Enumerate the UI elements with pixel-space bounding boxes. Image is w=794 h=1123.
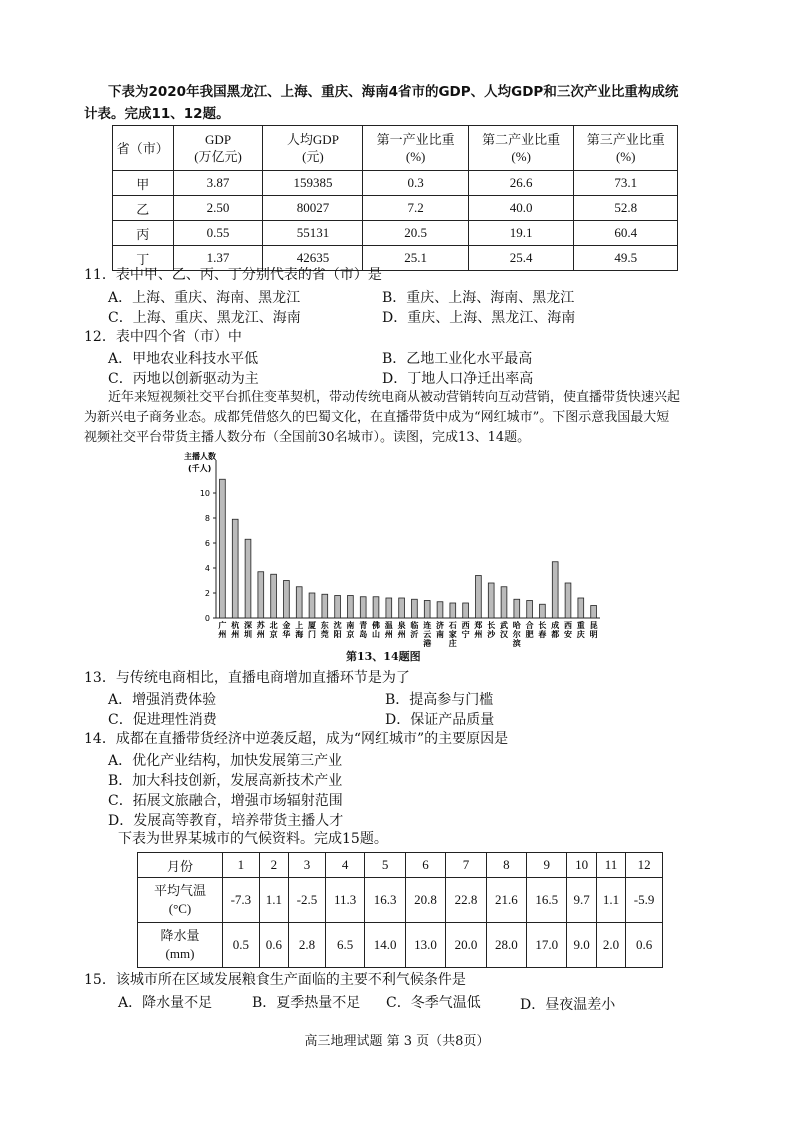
q13-option-a: A．增强消费体验 (108, 692, 217, 708)
intro-text-2c: 视频社交平台带货主播人数分布（全国前30名城市）。读图，完成13、14题。 (84, 430, 531, 445)
bar (220, 479, 226, 618)
question-11-stem: 11．表中甲、乙、丙、丁分别代表的省（市）是 (84, 267, 382, 283)
month-label: 月份 (138, 853, 223, 878)
x-tick-label: 莞 (320, 630, 329, 639)
bar (360, 597, 366, 618)
x-tick-label: 都 (551, 630, 560, 639)
x-tick-label: 东 (320, 621, 329, 630)
q13-option-c: C．促进理性消费 (108, 712, 217, 728)
x-tick-label: 汉 (500, 630, 508, 639)
gdp-table (112, 125, 678, 271)
bar (322, 594, 328, 618)
bar (527, 601, 533, 619)
x-tick-label: 连 (423, 621, 432, 630)
bar (258, 572, 264, 618)
q14-option-d: D．发展高等教育，培养带货主播人才 (108, 813, 344, 829)
y-tick-label: 6 (204, 539, 210, 548)
x-tick-label: 武 (500, 621, 508, 630)
x-tick-label: 明 (589, 630, 598, 639)
x-tick-label: 沂 (410, 630, 419, 639)
header-cell: GDP (万亿元) (173, 126, 263, 171)
intro-text-2b: 为新兴电子商务业态。成都凭借悠久的巴蜀文化，在直播带货中成为“网红城市”。下图示意我国最大短 (84, 410, 670, 425)
y-axis-unit: (千人) (188, 464, 212, 473)
x-tick-label: 庆 (576, 630, 585, 639)
intro-text-1a: 下表为2020年我国黑龙江、上海、重庆、海南4省市的GDP、人均GDP和三次产业比重构成统 (108, 84, 679, 100)
temperature-row: 平均气温 (°C) -7.3 1.1 -2.5 11.3 16.3 20.8 22.8 21.6 16.5 9.7 1.1 -5.9 (138, 878, 663, 923)
x-tick-label: 昆 (589, 621, 598, 630)
bar (488, 583, 494, 618)
x-tick-label: 京 (346, 630, 355, 639)
table-row: 乙 2.50 80027 7.2 40.0 52.8 (113, 196, 678, 221)
q14-option-b: B．加大科技创新，发展高新技术产业 (108, 773, 343, 789)
table-row: 丁 1.37 42635 25.1 25.4 49.5 (113, 246, 678, 271)
bar (335, 596, 341, 619)
bar (284, 581, 290, 619)
x-tick-label: 尔 (512, 630, 521, 639)
x-tick-label: 港 (423, 639, 432, 648)
y-axis-title: 主播人数 (184, 452, 216, 461)
page-footer: 高三地理试题 第 3 页（共8页） (304, 1034, 490, 1049)
q15-option-a: A．降水量不足 (118, 995, 213, 1011)
bar (540, 604, 546, 618)
y-tick-label: 4 (204, 564, 210, 573)
x-tick-label: 金 (282, 621, 291, 630)
x-tick-label: 温 (384, 621, 393, 630)
bar (399, 598, 405, 618)
x-tick-label: 郑 (474, 621, 483, 630)
bar (437, 602, 443, 618)
bar (373, 597, 379, 618)
table-row: 甲 3.87 159385 0.3 26.6 73.1 (113, 171, 678, 196)
x-tick-label: 岛 (359, 630, 368, 639)
x-tick-label: 合 (525, 621, 534, 630)
x-tick-label: 哈 (512, 621, 521, 630)
bar (309, 593, 315, 618)
x-tick-label: 门 (308, 630, 316, 639)
q11-option-a: A．上海、重庆、海南、黑龙江 (108, 290, 301, 306)
x-tick-label: 州 (231, 630, 240, 639)
x-tick-label: 成 (551, 621, 560, 630)
q11-option-b: B．重庆、上海、海南、黑龙江 (382, 290, 575, 306)
table-header-row (113, 126, 678, 171)
q14-option-c: C．拓展文旅融合，增强市场辐射范围 (108, 793, 343, 809)
x-tick-label: 上 (295, 621, 304, 630)
month-row: 月份 1 2 3 4 5 6 7 8 9 10 11 12 (138, 853, 663, 878)
x-tick-label: 州 (397, 630, 406, 639)
bar (296, 587, 302, 618)
x-tick-label: 北 (269, 621, 278, 630)
x-tick-label: 泉 (397, 621, 406, 630)
bar (424, 601, 430, 619)
bar (565, 583, 571, 618)
x-tick-label: 州 (474, 630, 483, 639)
q12-option-a: A．甲地农业科技水平低 (108, 351, 259, 367)
precipitation-row: 降水量 (mm) 0.5 0.6 2.8 6.5 14.0 13.0 20.0 28.0 17.0 9.0 2.0 0.6 (138, 923, 663, 968)
x-tick-label: 家 (448, 630, 457, 639)
bar (591, 606, 597, 619)
x-tick-label: 沈 (333, 621, 342, 630)
x-tick-label: 州 (256, 630, 265, 639)
x-tick-label: 庄 (448, 639, 457, 648)
q13-option-d: D．保证产品质量 (385, 712, 495, 728)
question-12-stem: 12．表中四个省（市）中 (84, 329, 242, 345)
bar (463, 603, 469, 618)
x-tick-label: 苏 (256, 621, 265, 630)
bar (271, 574, 277, 618)
x-tick-label: 宁 (461, 630, 470, 639)
x-tick-label: 广 (218, 621, 227, 630)
x-tick-label: 肥 (525, 630, 534, 639)
x-tick-label: 厦 (308, 621, 316, 630)
q14-option-a: A．优化产业结构，加快发展第三产业 (108, 753, 343, 769)
x-tick-label: 青 (359, 621, 368, 630)
y-tick-label: 0 (204, 614, 210, 623)
x-tick-label: 阳 (333, 630, 342, 639)
x-tick-label: 春 (538, 630, 547, 639)
q15-option-b: B．夏季热量不足 (252, 995, 361, 1011)
x-tick-label: 西 (564, 621, 572, 630)
bar (514, 599, 520, 618)
x-tick-label: 沙 (487, 630, 496, 639)
x-tick-label: 杭 (231, 621, 240, 630)
bar (578, 598, 584, 618)
table-row: 丙 0.55 55131 20.5 19.1 60.4 (113, 221, 678, 246)
chart-caption: 第13、14题图 (346, 650, 421, 663)
temperature-label: 平均气温 (°C) (138, 878, 223, 923)
x-tick-label: 佛 (372, 621, 380, 630)
x-tick-label: 华 (282, 630, 291, 639)
bar (501, 587, 507, 618)
q15-option-c: C．冬季气温低 (386, 995, 481, 1011)
x-tick-label: 云 (423, 630, 432, 639)
x-tick-label: 滨 (512, 639, 521, 648)
y-tick-label: 2 (204, 589, 210, 598)
bar (552, 562, 558, 618)
bar (450, 603, 456, 618)
precipitation-label: 降水量 (mm) (138, 923, 223, 968)
x-tick-label: 重 (576, 621, 585, 630)
header-cell: 第一产业比重 (%) (363, 126, 469, 171)
q11-option-c: C．上海、重庆、黑龙江、海南 (108, 310, 301, 326)
x-tick-label: 海 (295, 630, 304, 639)
bar (348, 596, 354, 619)
x-tick-label: 山 (372, 630, 380, 639)
x-tick-label: 临 (410, 621, 419, 630)
x-tick-label: 州 (384, 630, 393, 639)
x-tick-label: 长 (487, 621, 496, 630)
x-tick-label: 石 (448, 621, 457, 630)
bar (245, 539, 251, 618)
x-tick-label: 京 (269, 630, 278, 639)
bar (412, 599, 418, 618)
x-tick-label: 南 (346, 621, 355, 630)
y-tick-label: 10 (199, 489, 210, 498)
x-tick-label: 西 (461, 621, 470, 630)
header-cell: 第三产业比重 (%) (574, 126, 678, 171)
bar (386, 598, 392, 618)
q12-option-b: B．乙地工业化水平最高 (382, 351, 533, 367)
intro-text-3: 下表为世界某城市的气候资料。完成15题。 (118, 831, 388, 847)
question-13-stem: 13．与传统电商相比，直播电商增加直播环节是为了 (84, 670, 410, 686)
x-tick-label: 圳 (244, 630, 252, 639)
y-tick-label: 8 (204, 514, 210, 523)
x-tick-label: 安 (564, 630, 572, 639)
header-cell: 人均GDP (元) (263, 126, 363, 171)
question-14-stem: 14．成都在直播带货经济中逆袭反超，成为“网红城市”的主要原因是 (84, 731, 509, 747)
q13-option-b: B．提高参与门槛 (385, 692, 494, 708)
q15-option-d: D．昼夜温差小 (520, 997, 616, 1013)
q12-option-c: C．丙地以创新驱动为主 (108, 371, 259, 387)
x-tick-label: 深 (244, 621, 252, 630)
q12-option-d: D．丁地人口净迁出率高 (382, 371, 534, 387)
bar (232, 519, 238, 618)
anchor-count-bar-chart (180, 450, 610, 660)
question-15-stem: 15．该城市所在区域发展粮食生产面临的主要不利气候条件是 (84, 972, 466, 988)
climate-table (137, 852, 663, 968)
q11-option-d: D．重庆、上海、黑龙江、海南 (382, 310, 576, 326)
intro-text-2a: 近年来短视频社交平台抓住变革契机，带动传统电商从被动营销转向互动营销，使直播带货快速兴起 (108, 390, 681, 405)
intro-text-1b: 计表。完成11、12题。 (84, 106, 230, 122)
bar (476, 576, 482, 619)
x-tick-label: 济 (436, 621, 444, 630)
x-tick-label: 州 (218, 630, 227, 639)
header-cell: 第二产业比重 (%) (468, 126, 574, 171)
header-cell: 省（市） (113, 126, 174, 171)
x-tick-label: 南 (436, 630, 444, 639)
x-tick-label: 长 (538, 621, 547, 630)
